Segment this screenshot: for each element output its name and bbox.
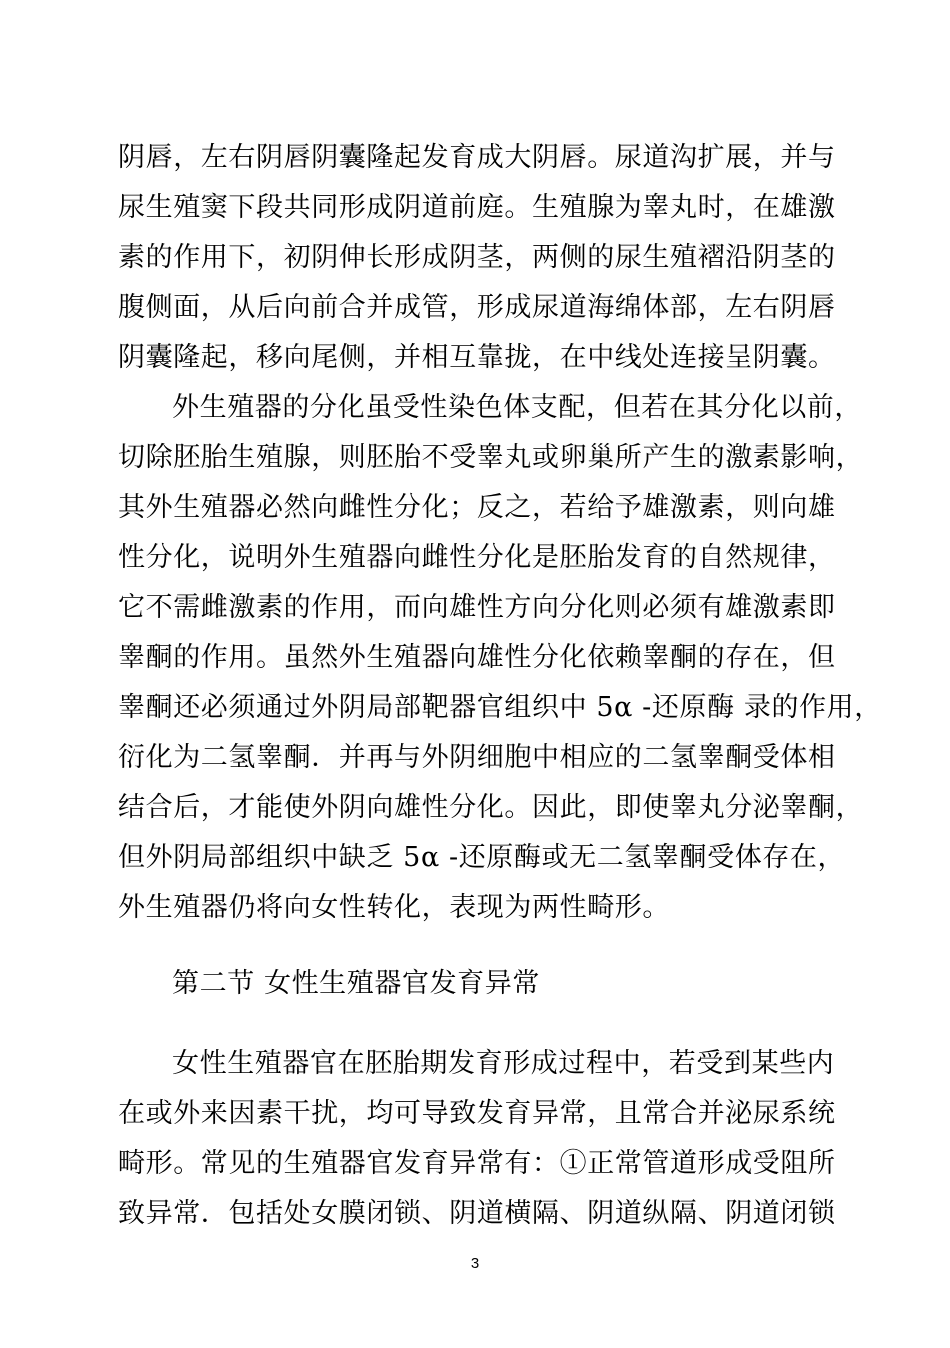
paragraph-2-line-2: 切除胚胎生殖腺，则胚胎不受睾丸或卵巢所产生的激素影响， [118,442,864,473]
paragraph-1-line-1: 阴唇，左右阴唇阴囊隆起发育成大阴唇。尿道沟扩展，并与 [118,142,836,173]
paragraph-2-line-8: 衍化为二氢睾酮．并再与外阴细胞中相应的二氢睾酮受体相 [118,742,836,773]
paragraph-2-line-3: 其外生殖器必然向雌性分化；反之，若给予雄激素，则向雄 [118,492,836,523]
paragraph-2-line-9: 结合后，才能使外阴向雄性分化。因此，即使睾丸分泌睾酮， [118,792,864,823]
paragraph-3-line-1: 女性生殖器官在胚胎期发育形成过程中，若受到某些内 [172,1048,835,1079]
paragraph-3-line-4: 致异常．包括处女膜闭锁、阴道横隔、阴道纵隔、阴道闭锁 [118,1198,836,1229]
page-number: 3 [470,1255,480,1272]
paragraph-2-line-5: 它不需雌激素的作用，而向雄性方向分化则必须有雄激素即 [118,592,836,623]
paragraph-1-line-5: 阴囊隆起，移向尾侧，并相互靠拢，在中线处连接呈阴囊。 [118,342,836,373]
paragraph-2-line-7: 睾酮还必须通过外阴局部靶器官组织中 5α -还原酶 录的作用， [118,692,882,723]
paragraph-2-line-1: 外生殖器的分化虽受性染色体支配，但若在其分化以前， [172,392,862,423]
paragraph-2-line-4: 性分化，说明外生殖器向雌性分化是胚胎发育的自然规律， [118,542,836,573]
section-heading: 第二节 女性生殖器官发育异常 [172,968,540,999]
paragraph-2-line-11: 外生殖器仍将向女性转化，表现为两性畸形。 [118,892,670,923]
paragraph-3-line-3: 畸形。常见的生殖器官发育异常有：①正常管道形成受阻所 [118,1148,836,1179]
paragraph-3-line-2: 在或外来因素干扰，均可导致发育异常，且常合并泌尿系统 [118,1098,836,1129]
paragraph-1-line-3: 素的作用下，初阴伸长形成阴茎，两侧的尿生殖褶沿阴茎的 [118,242,836,273]
paragraph-2-line-10: 但外阴局部组织中缺乏 5α -还原酶或无二氢睾酮受体存在， [118,842,846,873]
paragraph-2-line-6: 睾酮的作用。虽然外生殖器向雄性分化依赖睾酮的存在，但 [118,642,836,673]
paragraph-1-line-2: 尿生殖窦下段共同形成阴道前庭。生殖腺为睾丸时，在雄激 [118,192,836,223]
paragraph-1-line-4: 腹侧面，从后向前合并成管，形成尿道海绵体部，左右阴唇 [118,292,836,323]
